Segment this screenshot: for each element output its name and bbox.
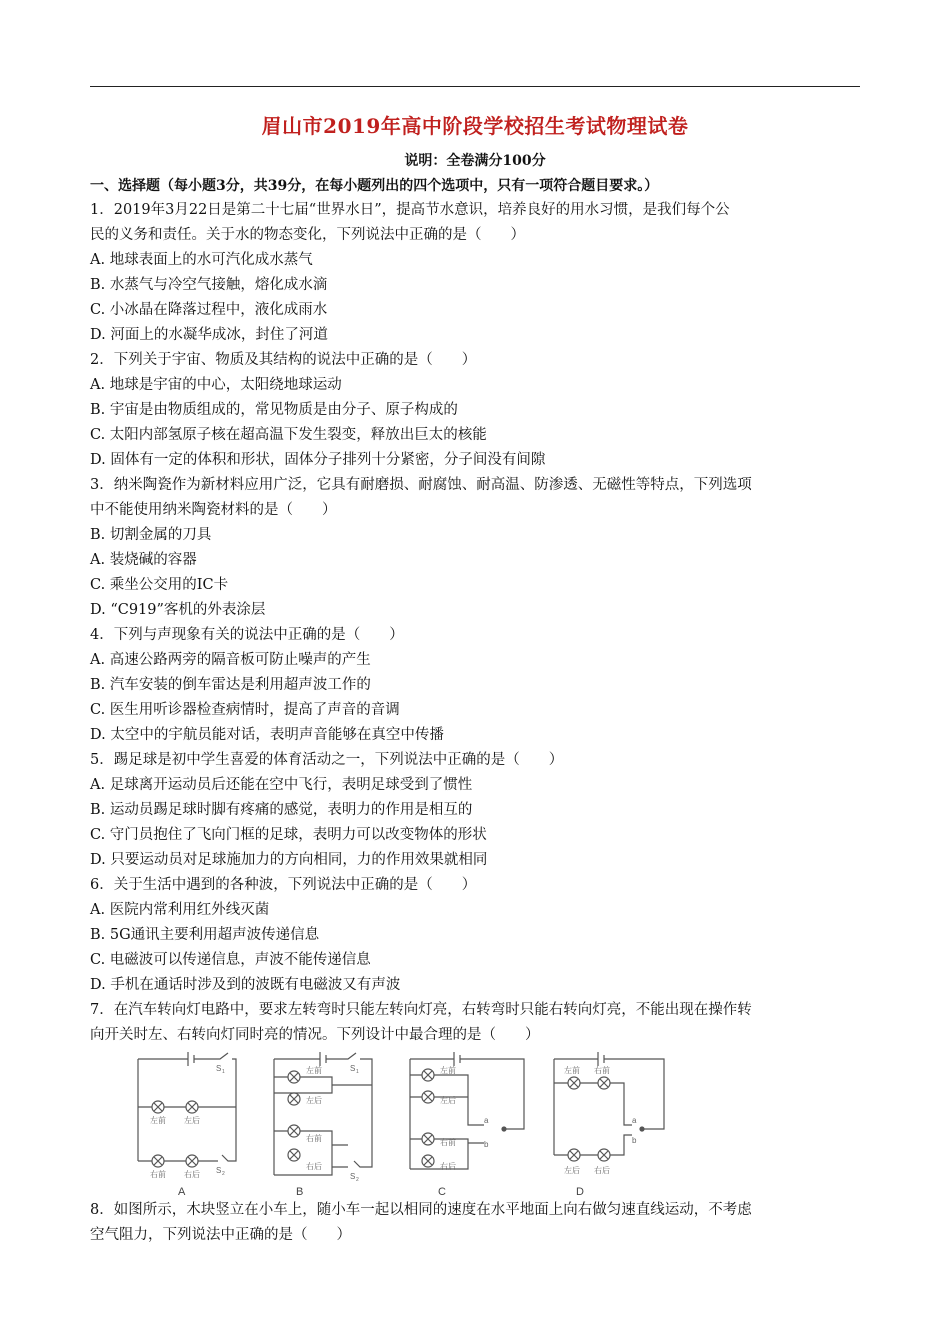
svg-text:右后: 右后 xyxy=(306,1162,322,1171)
circuit-b xyxy=(274,1052,372,1183)
text-line: B. 切割金属的刀具 xyxy=(90,527,212,543)
text-line: B. 水蒸气与冷空气接触，熔化成水滴 xyxy=(90,277,328,293)
text-line: 中不能使用纳米陶瓷材料的是（ ） xyxy=(90,502,337,518)
svg-text:S: S xyxy=(350,1064,356,1073)
text-line: C. 守门员抱住了飞向门框的足球，表明力可以改变物体的形状 xyxy=(90,827,487,843)
text-line: 4．下列与声现象有关的说法中正确的是（ ） xyxy=(90,627,404,643)
text-line: A. 医院内常利用红外线灭菌 xyxy=(90,902,270,918)
svg-text:2: 2 xyxy=(356,1177,359,1183)
label-right-front: 右前 xyxy=(150,1170,166,1179)
text-line: B. 汽车安装的倒车雷达是利用超声波工作的 xyxy=(90,677,371,693)
top-rule xyxy=(90,86,860,87)
text-line: 3．纳米陶瓷作为新材料应用广泛，它具有耐磨损、耐腐蚀、耐高温、防渗透、无磁性等特点，下列选项 xyxy=(90,477,752,493)
text-line: 5．踢足球是初中学生喜爱的体育活动之一，下列说法中正确的是（ ） xyxy=(90,752,564,768)
label-s1-sub: 1 xyxy=(222,1069,225,1075)
circuit-diagrams xyxy=(128,1045,688,1200)
text-line: 1．2019年3月22日是第二十七届“世界水日”，提高节水意识，培养良好的用水习惯，是我们每个公 xyxy=(90,202,730,218)
circuit-c xyxy=(410,1052,524,1171)
text-line: 民的义务和责任。关于水的物态变化，下列说法中正确的是（ ） xyxy=(90,227,525,243)
text-line: 向开关时左、右转向灯同时亮的情况。下列设计中最合理的是（ ） xyxy=(90,1027,540,1043)
svg-text:左后: 左后 xyxy=(306,1096,322,1105)
svg-text:左后: 左后 xyxy=(564,1166,580,1175)
label-s1: S xyxy=(216,1064,222,1073)
text-line: D. 只要运动员对足球施加力的方向相同，力的作用效果就相同 xyxy=(90,852,488,868)
page-title: 眉山市2019年高中阶段学校招生考试物理试卷 xyxy=(261,114,689,138)
text-line: 2．下列关于宇宙、物质及其结构的说法中正确的是（ ） xyxy=(90,352,477,368)
option-a-label: A xyxy=(178,1186,186,1198)
text-line: C. 电磁波可以传递信息，声波不能传递信息 xyxy=(90,952,371,968)
page-subtitle: 说明：全卷满分100分 xyxy=(404,153,546,169)
text-line: C. 小冰晶在降落过程中，液化成雨水 xyxy=(90,302,328,318)
svg-text:a: a xyxy=(632,1116,637,1125)
svg-text:左后: 左后 xyxy=(440,1096,456,1105)
option-b-label: B xyxy=(296,1186,304,1198)
svg-text:右前: 右前 xyxy=(440,1138,456,1147)
label-right-rear: 右后 xyxy=(184,1170,200,1179)
text-line: 8．如图所示，木块竖立在小车上，随小车一起以相同的速度在水平地面上向右做匀速直线运动，不考虑 xyxy=(90,1202,752,1218)
label-b: b xyxy=(484,1140,489,1149)
label-s2-sub: 2 xyxy=(222,1171,225,1177)
circuit-d xyxy=(554,1052,664,1175)
text-line: 6．关于生活中遇到的各种波，下列说法中正确的是（ ） xyxy=(90,877,477,893)
svg-text:右后: 右后 xyxy=(440,1162,456,1171)
svg-text:左前: 左前 xyxy=(306,1066,322,1075)
text-line: A. 地球表面上的水可汽化成水蒸气 xyxy=(90,252,313,268)
text-line: A. 装烧碱的容器 xyxy=(90,552,197,568)
svg-text:右前: 右前 xyxy=(306,1134,322,1143)
text-line: B. 5G通讯主要利用超声波传递信息 xyxy=(90,927,320,943)
text-line: D. 河面上的水凝华成冰，封住了河道 xyxy=(90,327,328,343)
svg-text:右前: 右前 xyxy=(594,1066,610,1075)
svg-text:左前: 左前 xyxy=(440,1066,456,1075)
label-left-rear: 左后 xyxy=(184,1116,200,1125)
text-line: D. “C919”客机的外表涂层 xyxy=(90,602,266,618)
text-line: D. 固体有一定的体积和形状，固体分子排列十分紧密，分子间没有间隙 xyxy=(90,452,546,468)
svg-text:右后: 右后 xyxy=(594,1166,610,1175)
circuit-a xyxy=(138,1052,236,1179)
text-line: A. 高速公路两旁的隔音板可防止噪声的产生 xyxy=(90,652,371,668)
svg-text:b: b xyxy=(632,1136,637,1145)
text-line: C. 乘坐公交用的IC卡 xyxy=(90,577,229,593)
text-line: 7．在汽车转向灯电路中，要求左转弯时只能左转向灯亮，右转弯时只能右转向灯亮，不能出现在操作转 xyxy=(90,1002,752,1018)
text-line: C. 太阳内部氢原子核在超高温下发生裂变，释放出巨太的核能 xyxy=(90,427,487,443)
text-line: B. 运动员踢足球时脚有疼痛的感觉，表明力的作用是相互的 xyxy=(90,802,473,818)
label-s2: S xyxy=(216,1166,222,1175)
text-line: A. 足球离开运动员后还能在空中飞行，表明足球受到了惯性 xyxy=(90,777,473,793)
section-heading: 一、选择题（每小题3分，共39分，在每小题列出的四个选项中，只有一项符合题目要求。） xyxy=(90,178,659,194)
text-line: A. 地球是宇宙的中心，太阳绕地球运动 xyxy=(90,377,342,393)
text-line: D. 手机在通话时涉及到的波既有电磁波又有声波 xyxy=(90,977,401,993)
svg-text:左前: 左前 xyxy=(564,1066,580,1075)
label-left-front: 左前 xyxy=(150,1116,166,1125)
svg-text:S: S xyxy=(350,1172,356,1181)
text-line: 空气阻力，下列说法中正确的是（ ） xyxy=(90,1227,351,1243)
label-a: a xyxy=(484,1116,489,1125)
text-line: B. 宇宙是由物质组成的，常见物质是由分子、原子构成的 xyxy=(90,402,458,418)
text-line: C. 医生用听诊器检查病情时，提高了声音的音调 xyxy=(90,702,400,718)
option-d-label: D xyxy=(576,1186,584,1198)
option-c-label: C xyxy=(438,1186,446,1198)
text-line: D. 太空中的宇航员能对话，表明声音能够在真空中传播 xyxy=(90,727,444,743)
svg-text:1: 1 xyxy=(356,1069,359,1075)
